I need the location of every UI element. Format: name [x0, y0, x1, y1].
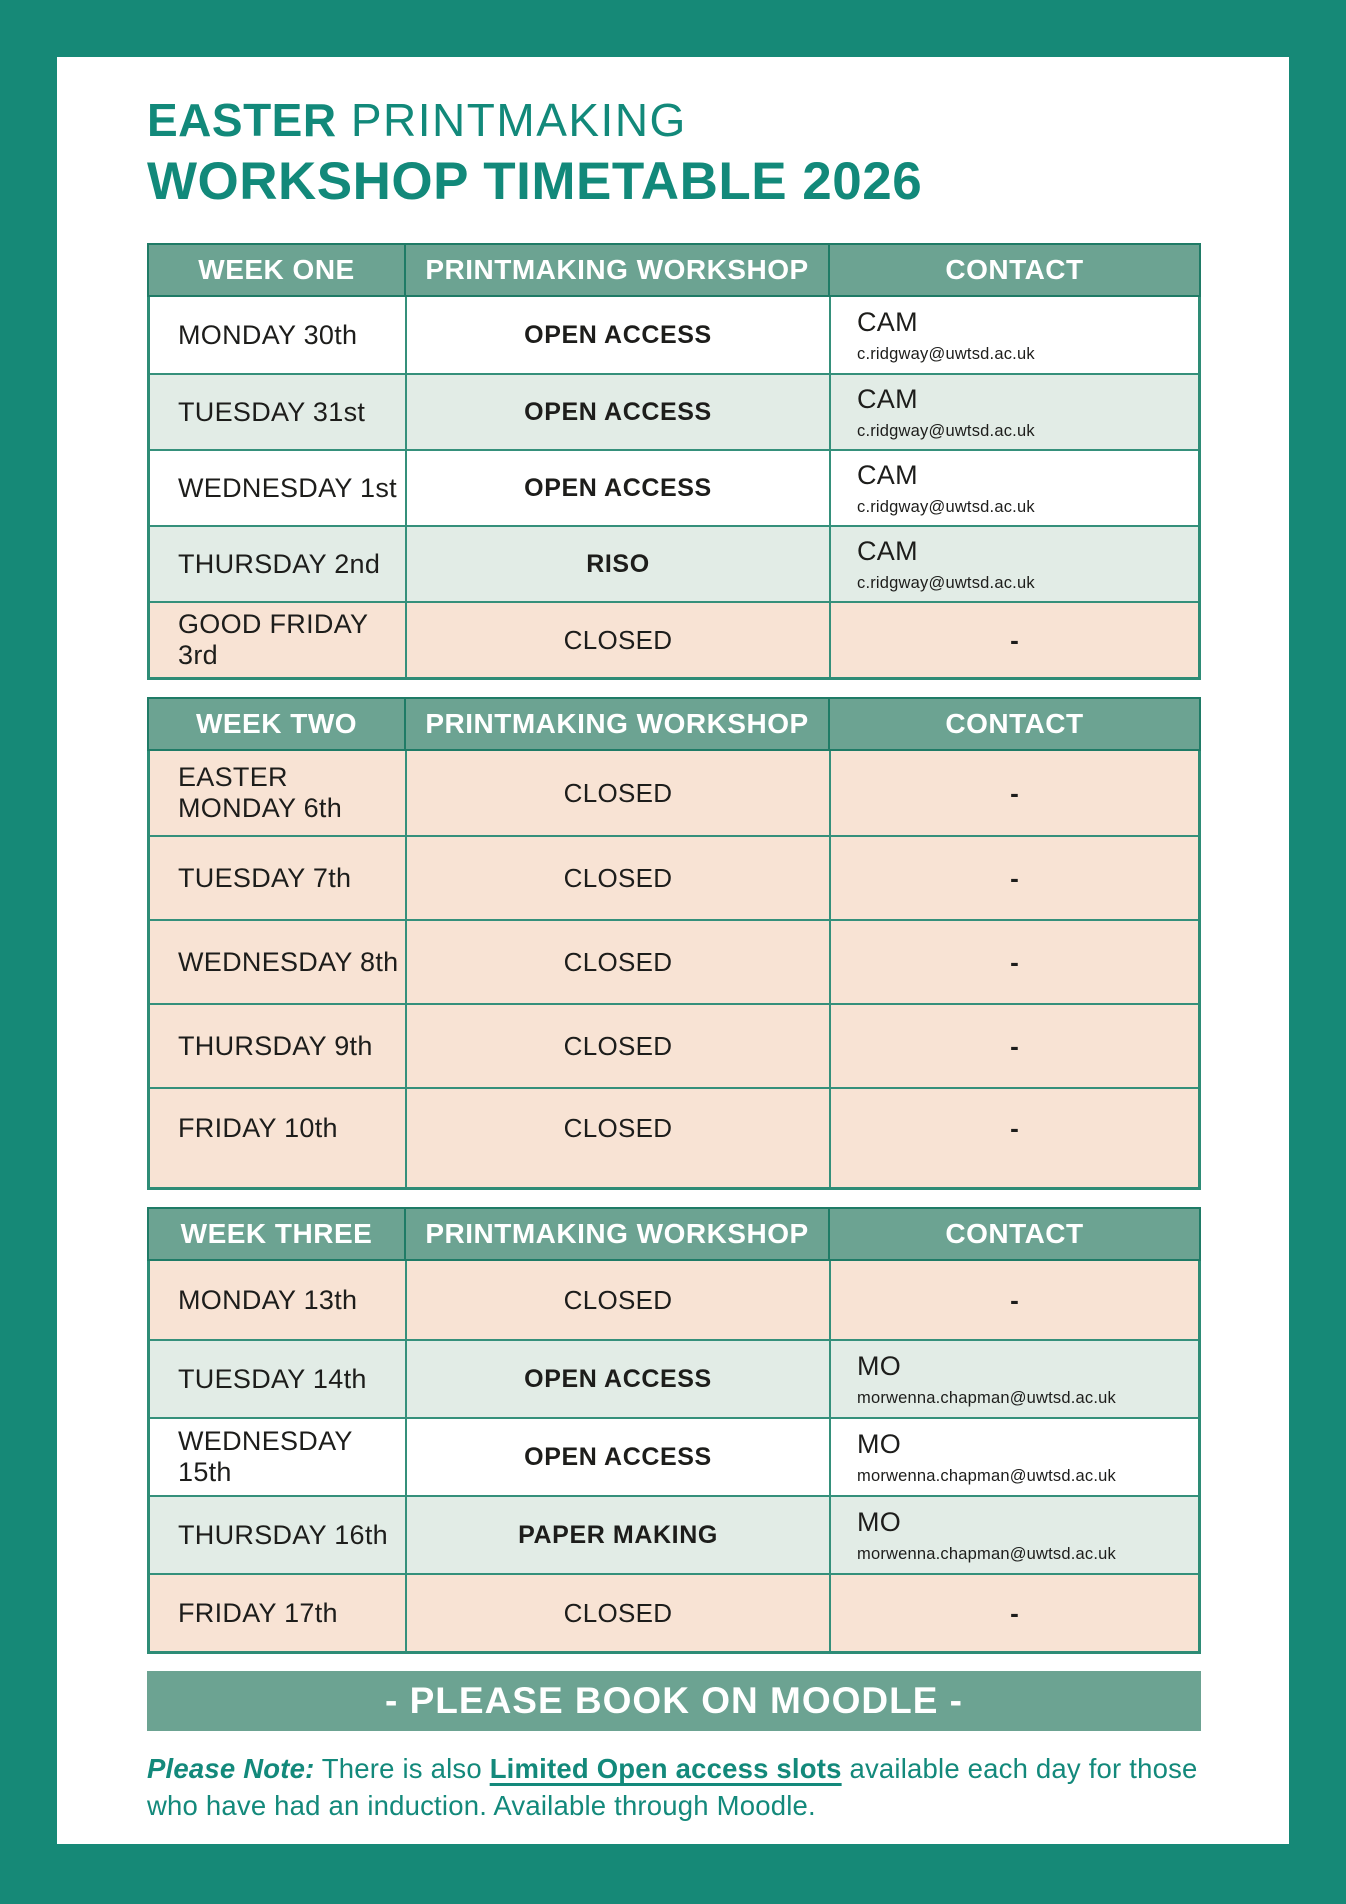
footer-note	[147, 1751, 1227, 1824]
contact-cell: -	[829, 1005, 1198, 1087]
timetable-header-row	[147, 1207, 1201, 1261]
table-row	[150, 751, 1198, 835]
contact-cell	[829, 527, 1198, 601]
timetable-week-three	[147, 1207, 1201, 1654]
contact-cell: -	[829, 837, 1198, 919]
day-cell: FRIDAY 17th	[178, 1597, 338, 1628]
contact-email: c.ridgway@uwtsd.ac.uk	[857, 497, 1035, 516]
header-cell-week: WEEK THREE	[180, 1218, 373, 1250]
page-title-line2: WORKSHOP TIMETABLE 2026	[147, 151, 923, 211]
timetables	[147, 243, 1201, 1654]
workshop-cell: CLOSED	[405, 1575, 829, 1651]
day-cell: GOOD FRIDAY 3rd	[178, 609, 368, 671]
contact-cell	[829, 375, 1198, 449]
table-row	[150, 1003, 1198, 1087]
contact-cell	[829, 1497, 1198, 1573]
timetable-header-row	[147, 243, 1201, 297]
workshop-cell: CLOSED	[405, 751, 829, 835]
table-row	[150, 835, 1198, 919]
day-cell: THURSDAY 9th	[178, 1030, 373, 1061]
contact-cell: -	[829, 1089, 1198, 1187]
header-cell-workshop: PRINTMAKING WORKSHOP	[404, 245, 828, 295]
table-row	[150, 373, 1198, 449]
timetable-week-one	[147, 243, 1201, 680]
contact-email: morwenna.chapman@uwtsd.ac.uk	[857, 1388, 1116, 1407]
day-cell: THURSDAY 16th	[178, 1519, 388, 1550]
contact-name: MO	[857, 1350, 902, 1381]
header-cell-contact: CONTACT	[828, 245, 1199, 295]
timetable-header-row	[147, 697, 1201, 751]
contact-name: MO	[857, 1428, 902, 1459]
note-text-2: available each day for those who have had an induction. Available through Moodle.	[147, 1753, 1198, 1821]
timetable-body	[147, 751, 1201, 1190]
header-cell-week: WEEK TWO	[195, 708, 358, 740]
contact-name: CAM	[857, 535, 918, 566]
contact-cell: -	[829, 1261, 1198, 1339]
contact-cell: -	[829, 751, 1198, 835]
sheet	[57, 57, 1289, 1844]
contact-email: morwenna.chapman@uwtsd.ac.uk	[857, 1466, 1116, 1485]
workshop-cell: CLOSED	[405, 1005, 829, 1087]
workshop-cell: CLOSED	[405, 837, 829, 919]
note-prefix: Please Note:	[147, 1753, 315, 1785]
note-emphasis: Limited Open access slots	[489, 1753, 842, 1785]
table-row	[150, 1261, 1198, 1339]
day-cell: THURSDAY 2nd	[178, 548, 381, 579]
header-cell-contact: CONTACT	[828, 699, 1199, 749]
title-word-printmaking: PRINTMAKING	[336, 94, 687, 146]
table-row	[150, 525, 1198, 601]
table-row	[150, 449, 1198, 525]
table-row	[150, 1417, 1198, 1495]
workshop-cell: OPEN ACCESS	[405, 1341, 829, 1417]
day-cell: TUESDAY 14th	[178, 1363, 367, 1394]
workshop-cell: OPEN ACCESS	[405, 451, 829, 525]
workshop-cell: CLOSED	[405, 1089, 829, 1187]
timetable-body	[147, 1261, 1201, 1654]
contact-email: c.ridgway@uwtsd.ac.uk	[857, 573, 1035, 592]
day-cell: FRIDAY 10th	[178, 1112, 338, 1143]
day-cell: TUESDAY 31st	[178, 396, 366, 427]
workshop-cell: PAPER MAKING	[405, 1497, 829, 1573]
day-cell: TUESDAY 7th	[178, 862, 352, 893]
day-cell: EASTER MONDAY 6th	[178, 762, 343, 824]
table-row	[150, 1495, 1198, 1573]
contact-cell	[829, 297, 1198, 373]
header-cell-contact: CONTACT	[828, 1209, 1199, 1259]
workshop-cell: CLOSED	[405, 921, 829, 1003]
contact-email: morwenna.chapman@uwtsd.ac.uk	[857, 1544, 1116, 1563]
contact-name: MO	[857, 1506, 902, 1537]
day-cell: MONDAY 13th	[178, 1284, 358, 1315]
timetable-week-two	[147, 697, 1201, 1190]
table-row	[150, 919, 1198, 1003]
contact-cell: -	[829, 1575, 1198, 1651]
day-cell: WEDNESDAY 1st	[178, 472, 397, 503]
contact-cell: -	[829, 603, 1198, 677]
header-cell-week: WEEK ONE	[198, 254, 355, 286]
workshop-cell: CLOSED	[405, 1261, 829, 1339]
header-cell-workshop: PRINTMAKING WORKSHOP	[404, 699, 828, 749]
workshop-cell: OPEN ACCESS	[405, 297, 829, 373]
table-row	[150, 601, 1198, 677]
day-cell: WEDNESDAY 8th	[178, 946, 399, 977]
note-text-1: There is also	[314, 1753, 490, 1785]
page-title-line1	[147, 95, 1289, 146]
workshop-cell: CLOSED	[405, 603, 829, 677]
header-cell-workshop: PRINTMAKING WORKSHOP	[404, 1209, 828, 1259]
contact-cell	[829, 1419, 1198, 1495]
contact-name: CAM	[857, 383, 918, 414]
table-row	[150, 1087, 1198, 1187]
contact-cell	[829, 1341, 1198, 1417]
workshop-cell: RISO	[405, 527, 829, 601]
contact-cell: -	[829, 921, 1198, 1003]
table-row	[150, 1573, 1198, 1651]
table-row	[150, 297, 1198, 373]
contact-name: CAM	[857, 306, 918, 337]
contact-email: c.ridgway@uwtsd.ac.uk	[857, 344, 1035, 363]
table-row	[150, 1339, 1198, 1417]
contact-name: CAM	[857, 459, 918, 490]
contact-email: c.ridgway@uwtsd.ac.uk	[857, 421, 1035, 440]
timetable-body	[147, 297, 1201, 680]
workshop-cell: OPEN ACCESS	[405, 1419, 829, 1495]
day-cell: WEDNESDAY 15th	[178, 1426, 353, 1488]
workshop-cell: OPEN ACCESS	[405, 375, 829, 449]
title-word-easter: EASTER	[147, 94, 337, 146]
day-cell: MONDAY 30th	[178, 319, 358, 350]
contact-cell	[829, 451, 1198, 525]
booking-banner: - PLEASE BOOK ON MOODLE -	[147, 1671, 1201, 1731]
